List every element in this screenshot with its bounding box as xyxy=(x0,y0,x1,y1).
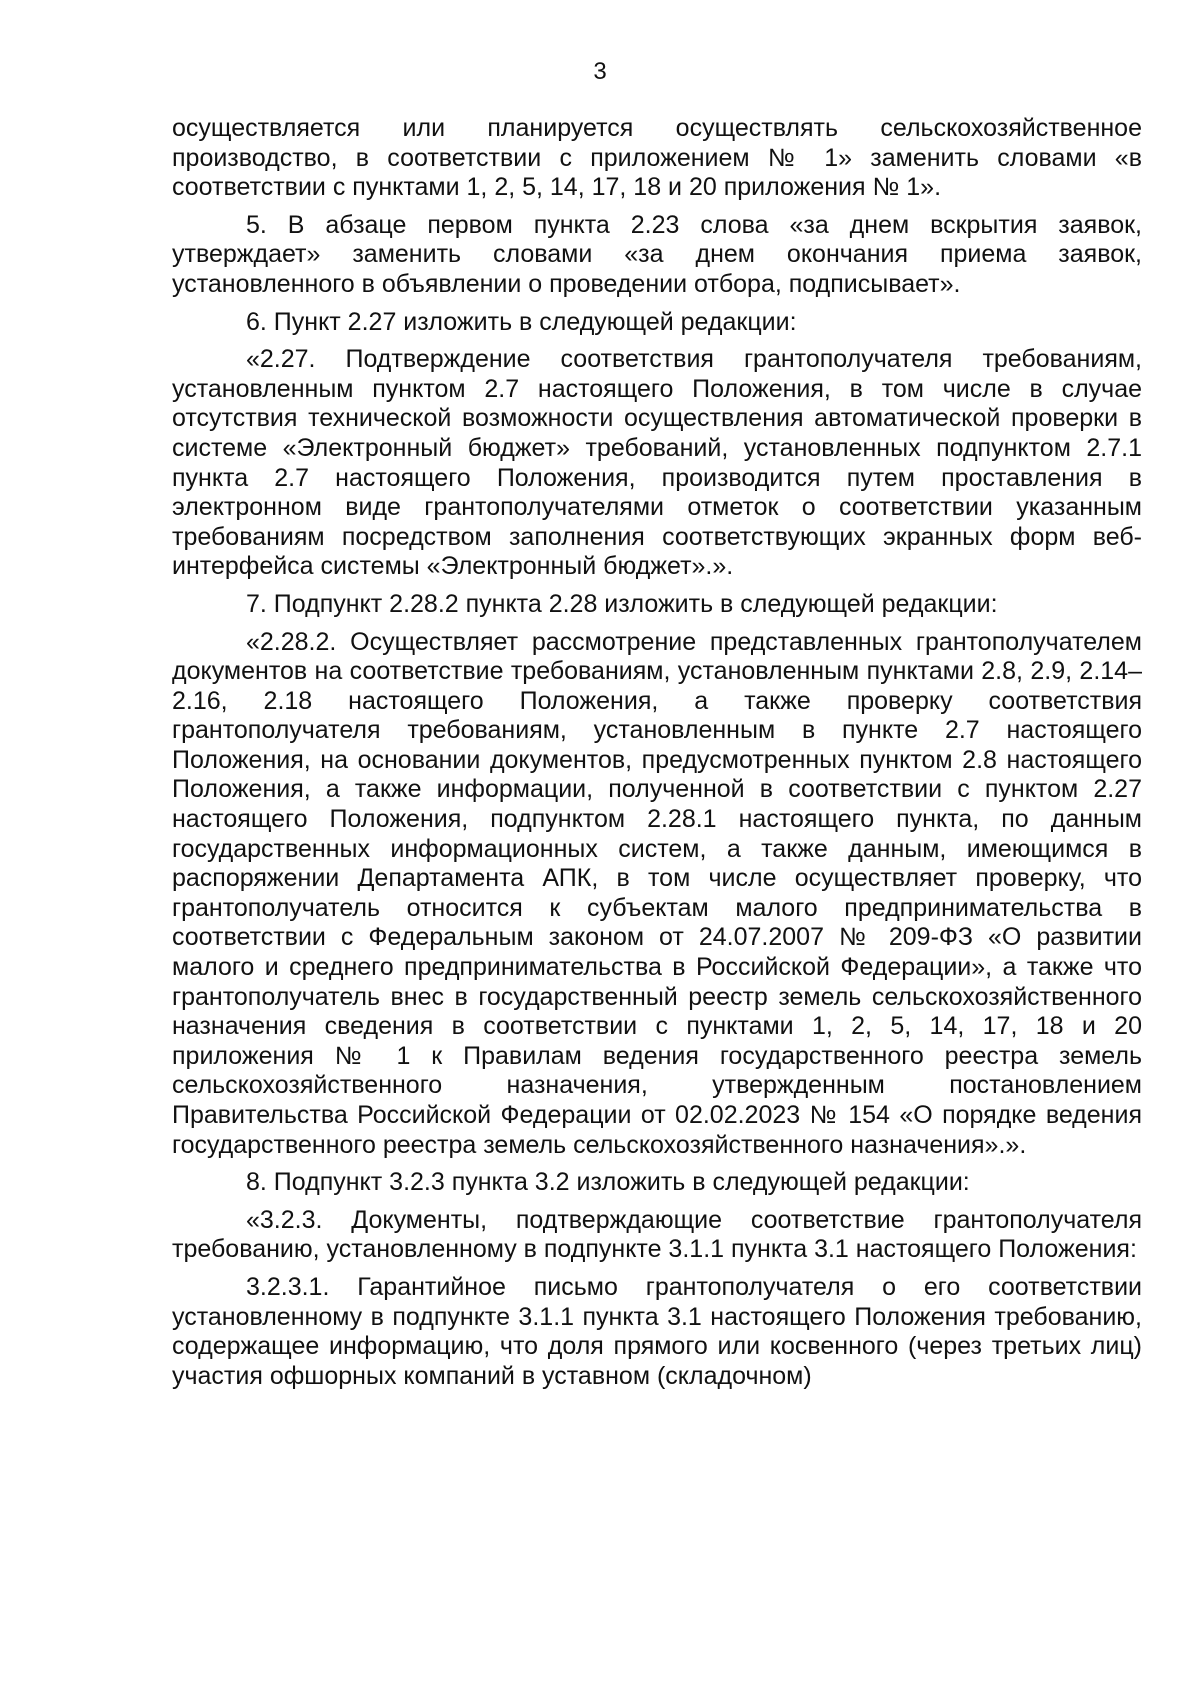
document-body xyxy=(172,114,1142,1399)
paragraph-item-7: 7. Подпункт 2.28.2 пункта 2.28 изложить в следующей редакции: xyxy=(246,589,998,618)
paragraph-item-5: 5. В абзаце первом пункта 2.23 слова «за днем вскрытия заявок, утверждает» заменить словами «за днем окончания приема заявок, установленного в объявлении о проведении отбора, подписывает». xyxy=(172,210,1142,298)
paragraph-item-6: 6. Пункт 2.27 изложить в следующей редакции: xyxy=(246,307,797,336)
paragraph-clause-2-28-2: «2.28.2. Осуществляет рассмотрение представленных грантополучателем документов на соответствие требованиям, установленным пунктами 2.8, 2.9, 2.14–2.16, 2.18 настоящего Положения, а также проверку соответствия грантополучателя требованиям, установленным в пункте 2.7 настоящего Положения, на основании документов, предусмотренных пунктом 2.8 настоящего Положения, а также информации, полученной в соответствии с пунктом 2.27 настоящего Положения, подпунктом 2.28.1 настоящего пункта, по данным государственных информационных систем, а также данным, имеющимся в распоряжении Департамента АПК, в том числе осуществляет проверку, что грантополучатель относится к субъектам малого предпринимательства в соответствии с Федеральным законом от 24.07.2007 № 209-ФЗ «О развитии малого и среднего предпринимательства в Российской Федерации», а также что грантополучатель внес в государственный реестр земель сельскохозяйственного назначения сведения в соответствии с пунктами 1, 2, 5, 14, 17, 18 и 20 приложения № 1 к Правилам ведения государственного реестра земель сельскохозяйственного назначения, утвержденным постановлением Правительства Российской Федерации от 02.02.2023 № 154 «О порядке ведения государственного реестра земель сельскохозяйственного назначения».». xyxy=(172,627,1142,1159)
page-number: 3 xyxy=(593,58,607,85)
paragraph-clause-3-2-3: «3.2.3. Документы, подтверждающие соответствие грантополучателя требованию, установленному в подпункте 3.1.1 пункта 3.1 настоящего Положения: xyxy=(172,1205,1142,1264)
paragraph-continuation: осуществляется или планируется осуществлять сельскохозяйственное производство, в соответствии с приложением № 1» заменить словами «в соответствии с пунктами 1, 2, 5, 14, 17, 18 и 20 приложения № 1». xyxy=(172,114,1142,202)
paragraph-item-8: 8. Подпункт 3.2.3 пункта 3.2 изложить в следующей редакции: xyxy=(246,1168,970,1197)
paragraph-clause-2-27: «2.27. Подтверждение соответствия грантополучателя требованиям, установленным пунктом 2.7 настоящего Положения, в том числе в случае отсутствия технической возможности осуществления автоматической проверки в системе «Электронный бюджет» требований, установленных подпунктом 2.7.1 пункта 2.7 настоящего Положения, производится путем проставления в электронном виде грантополучателями отметок о соответствии указанным требованиям посредством заполнения соответствующих экранных форм веб-интерфейса системы «Электронный бюджет».». xyxy=(172,345,1142,581)
paragraph-clause-3-2-3-1: 3.2.3.1. Гарантийное письмо грантополучателя о его соответствии установленному в подпункте 3.1.1 пункта 3.1 настоящего Положения требованию, содержащее информацию, что доля прямого или косвенного (через третьих лиц) участия офшорных компаний в уставном (складочном) xyxy=(172,1272,1142,1390)
